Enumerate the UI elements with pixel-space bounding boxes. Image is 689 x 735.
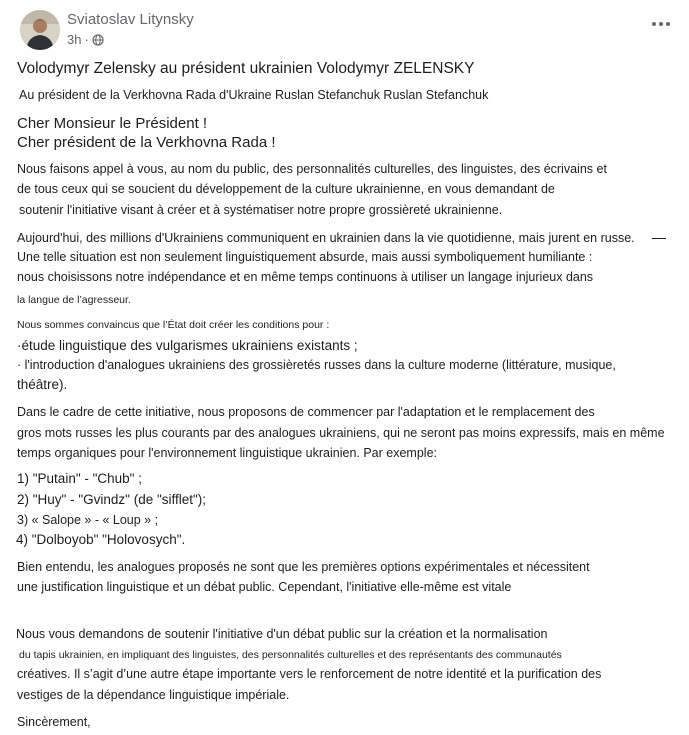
paragraph-2-line: Une telle situation est non seulement linguistiquement absurde, mais aussi symboliquement humiliante : <box>17 250 593 264</box>
paragraph-3-item: théâtre). <box>17 377 68 392</box>
closing-line: Sincèrement, <box>17 715 91 729</box>
paragraph-2-line: la langue de l’agresseur. <box>17 294 131 306</box>
example-item: 1) "Putain" - "Chub" ; <box>17 471 142 486</box>
example-item: 4) "Dolboyob" "Holovosych". <box>16 532 186 547</box>
paragraph-2-line: nous choisissons notre indépendance et en même temps continuons à utiliser un langage injurieux dans <box>17 270 594 284</box>
more-options-icon[interactable] <box>649 14 673 34</box>
paragraph-4-line: gros mots russes les plus courants par des analogues ukrainiens, qui ne seront pas moins expressifs, mais en même <box>17 426 665 440</box>
greeting-line-1: Cher Monsieur le Président ! <box>17 115 208 132</box>
greeting-line-2: Cher président de la Verkhovna Rada ! <box>17 134 276 151</box>
paragraph-1-line: soutenir l'initiative visant à créer et à systématiser notre propre grossièreté ukrainienne. <box>19 203 503 217</box>
letter-subtitle: Au président de la Verkhovna Rada d'Ukraine Ruslan Stefanchuk Ruslan Stefanchuk <box>19 88 489 102</box>
post-meta <box>67 32 104 47</box>
paragraph-5-line: Bien entendu, les analogues proposés ne sont que les premières options expérimentales et nécessitent <box>17 560 590 574</box>
example-item: 3) « Salope » - « Loup » ; <box>17 513 159 527</box>
paragraph-1-line: de tous ceux qui se soucient du développement de la culture ukrainienne, en vous demandant de <box>17 182 555 196</box>
letter-title: Volodymyr Zelensky au président ukrainien Volodymyr ZELENSKY <box>17 60 475 77</box>
paragraph-5-line: une justification linguistique et un débat public. Cependant, l'initiative elle-même est vitale <box>17 580 512 594</box>
paragraph-3-intro: Nous sommes convaincus que l’État doit créer les conditions pour : <box>17 319 330 331</box>
stray-dash <box>652 238 666 239</box>
globe-icon[interactable] <box>92 34 104 46</box>
paragraph-4-line: Dans le cadre de cette initiative, nous proposons de commencer par l'adaptation et le remplacement des <box>17 405 595 419</box>
paragraph-1-line: Nous faisons appel à vous, au nom du public, des personnalités culturelles, des linguistes, des écrivains et <box>17 162 607 176</box>
paragraph-6-line: créatives. Il s’agit d’une autre étape importante vers le renforcement de notre identité et la purification des <box>17 667 602 681</box>
paragraph-2-line: Aujourd'hui, des millions d'Ukrainiens communiquent en ukrainien dans la vie quotidienne, mais jurent en russe. <box>17 231 635 245</box>
paragraph-6-line: du tapis ukrainien, en impliquant des linguistes, des personnalités culturelles et des représentants des communautés <box>19 649 562 661</box>
paragraph-6-line: Nous vous demandons de soutenir l'initiative d'un débat public sur la création et la normalisation <box>16 627 548 641</box>
post-time[interactable]: 3h <box>67 32 82 47</box>
post-header <box>0 0 689 52</box>
meta-separator: · <box>84 32 89 47</box>
paragraph-3-item: ·étude linguistique des vulgarismes ukrainiens existants ; <box>17 338 358 353</box>
example-item: 2) "Huy" - "Gvindz" (de "sifflet"); <box>17 492 207 507</box>
author-name[interactable]: Sviatoslav Litynsky <box>67 11 194 28</box>
avatar-image <box>20 10 60 50</box>
paragraph-6-line: vestiges de la dépendance linguistique impériale. <box>17 688 290 702</box>
author-avatar[interactable] <box>20 10 60 50</box>
paragraph-3-item: · l'introduction d'analogues ukrainiens des grossièretés russes dans la culture moderne (littérature, musique, <box>17 358 616 372</box>
paragraph-4-line: temps organiques pour l'environnement linguistique ukrainien. Par exemple: <box>17 446 437 460</box>
